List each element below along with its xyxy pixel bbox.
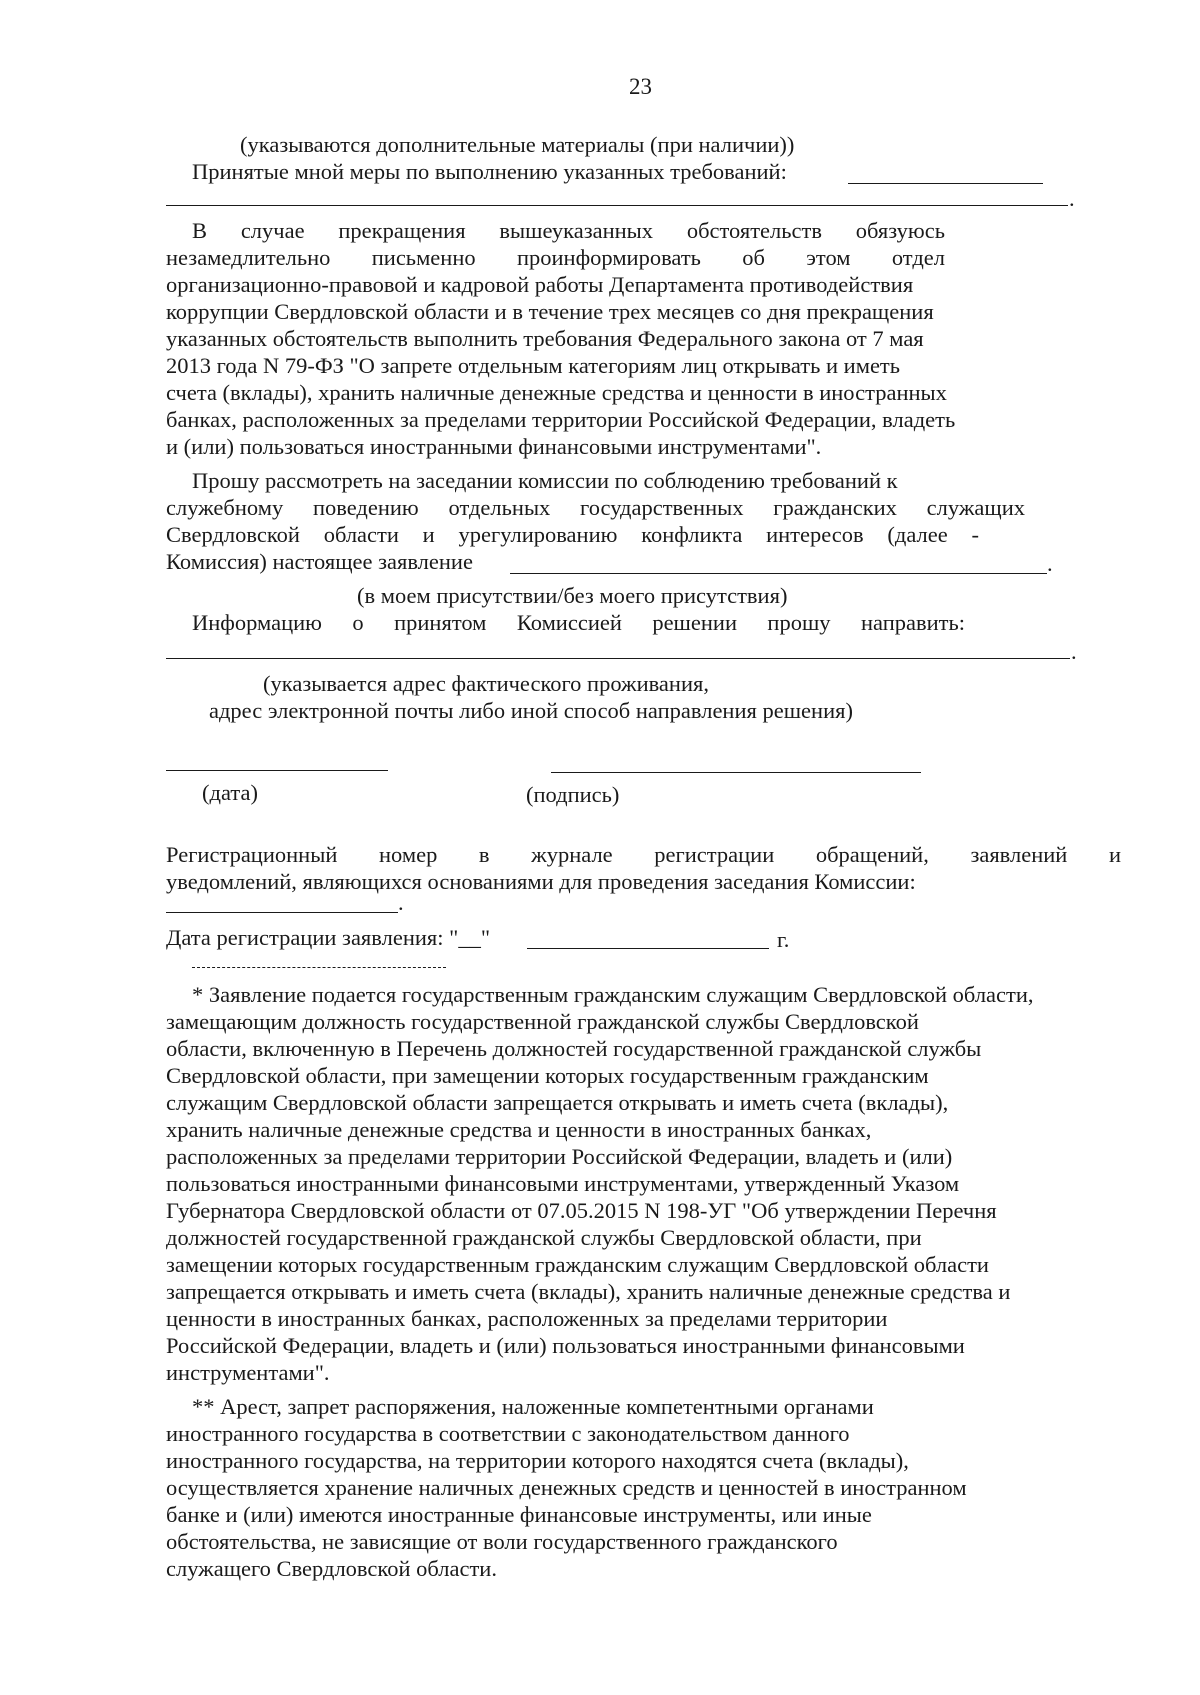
- obligation-line: организационно-правовой и кадровой работы Департамента противодействия: [166, 272, 914, 297]
- footnote-line: области, включенную в Перечень должностей государственной гражданской службы: [166, 1036, 982, 1061]
- line-period: .: [1047, 551, 1053, 576]
- address-input-line[interactable]: [166, 658, 1070, 659]
- footnote-line: служащего Свердловской области.: [166, 1556, 497, 1581]
- footnote-line: замещающим должность государственной гражданской службы Свердловской: [166, 1009, 919, 1034]
- page-number: 23: [629, 74, 652, 99]
- footnote-line: Российской Федерации, владеть и (или) пользоваться иностранными финансовыми: [166, 1333, 965, 1358]
- footnote-line: ** Арест, запрет распоряжения, наложенные компетентными органами: [192, 1394, 874, 1419]
- request-line: Свердловской области и урегулированию конфликта интересов (далее -: [166, 522, 979, 547]
- statement-input-line[interactable]: [510, 573, 1047, 574]
- line-period: .: [398, 890, 404, 915]
- footnote-line: * Заявление подается государственным гражданским служащим Свердловской области,: [192, 982, 1034, 1007]
- footnote-line: Губернатора Свердловской области от 07.05.2015 N 198-УГ "Об утверждении Перечня: [166, 1198, 997, 1223]
- footnote-line: служащим Свердловской области запрещается открывать и иметь счета (вклады),: [166, 1090, 949, 1115]
- footnote-separator: [192, 967, 446, 968]
- footnote-line: обстоятельства, не зависящие от воли государственного гражданского: [166, 1529, 838, 1554]
- footnote-line: осуществляется хранение наличных денежных средств и ценностей в иностранном: [166, 1475, 967, 1500]
- registration-text: Регистрационный номер в журнале регистрации обращений, заявлений и: [166, 842, 1121, 867]
- footnote-line: Свердловской области, при замещении которых государственным гражданским: [166, 1063, 929, 1088]
- footnote-line: ценности в иностранных банках, расположенных за пределами территории: [166, 1306, 888, 1331]
- footnote-line: иностранного государства, на территории которого находятся счета (вклады),: [166, 1448, 909, 1473]
- request-line: служебному поведению отдельных государственных гражданских служащих: [166, 495, 1025, 520]
- footnote-line: замещении которых государственным гражданским служащим Свердловской области: [166, 1252, 989, 1277]
- signature-caption: (подпись): [526, 782, 620, 807]
- obligation-line: банках, расположенных за пределами территории Российской Федерации, владеть: [166, 407, 956, 432]
- footnote-line: банке и (или) имеются иностранные финансовые инструменты, или иные: [166, 1502, 872, 1527]
- request-line: Прошу рассмотреть на заседании комиссии по соблюдению требований к: [192, 468, 898, 493]
- address-hint: адрес электронной почты либо иной способ направления решения): [209, 698, 853, 723]
- obligation-line: В случае прекращения вышеуказанных обстоятельств обязуюсь: [192, 218, 945, 243]
- year-suffix: г.: [777, 927, 790, 952]
- address-hint: (указывается адрес фактического проживания,: [263, 671, 709, 696]
- signature-input-line[interactable]: [551, 772, 921, 773]
- line-period: .: [1071, 639, 1077, 664]
- presence-hint: (в моем присутствии/без моего присутствия): [357, 583, 788, 608]
- registration-number-line[interactable]: [166, 912, 398, 913]
- registration-date-line[interactable]: [527, 948, 769, 949]
- footnote-line: иностранного государства в соответствии с законодательством данного: [166, 1421, 850, 1446]
- measures-continuation-line[interactable]: [166, 205, 1068, 206]
- info-label: Информацию о принятом Комиссией решении прошу направить:: [192, 610, 965, 635]
- materials-hint: (указываются дополнительные материалы (при наличии)): [240, 132, 795, 157]
- obligation-line: незамедлительно письменно проинформировать об этом отдел: [166, 245, 945, 270]
- obligation-line: счета (вклады), хранить наличные денежные средства и ценности в иностранных: [166, 380, 947, 405]
- date-input-line[interactable]: [166, 770, 388, 771]
- footnote-line: должностей государственной гражданской службы Свердловской области, при: [166, 1225, 922, 1250]
- date-caption: (дата): [202, 780, 258, 805]
- footnote-line: запрещается открывать и иметь счета (вклады), хранить наличные денежные средства и: [166, 1279, 1011, 1304]
- obligation-line: и (или) пользоваться иностранными финансовыми инструментами".: [166, 434, 822, 459]
- obligation-line: коррупции Свердловской области и в течение трех месяцев со дня прекращения: [166, 299, 934, 324]
- registration-date-label: Дата регистрации заявления: "__": [166, 925, 490, 950]
- footnote-line: расположенных за пределами территории Российской Федерации, владеть и (или): [166, 1144, 953, 1169]
- measures-input-line[interactable]: [848, 183, 1043, 184]
- obligation-line: 2013 года N 79-ФЗ "О запрете отдельным категориям лиц открывать и иметь: [166, 353, 901, 378]
- line-period: .: [1069, 186, 1075, 211]
- footnote-line: хранить наличные денежные средства и ценности в иностранных банках,: [166, 1117, 872, 1142]
- footnote-line: инструментами".: [166, 1360, 330, 1385]
- request-line: Комиссия) настоящее заявление: [166, 549, 473, 574]
- measures-label: Принятые мной меры по выполнению указанных требований:: [192, 159, 787, 184]
- footnote-line: пользоваться иностранными финансовыми инструментами, утвержденный Указом: [166, 1171, 960, 1196]
- registration-text: уведомлений, являющихся основаниями для проведения заседания Комиссии:: [166, 869, 916, 894]
- obligation-line: указанных обстоятельств выполнить требования Федерального закона от 7 мая: [166, 326, 924, 351]
